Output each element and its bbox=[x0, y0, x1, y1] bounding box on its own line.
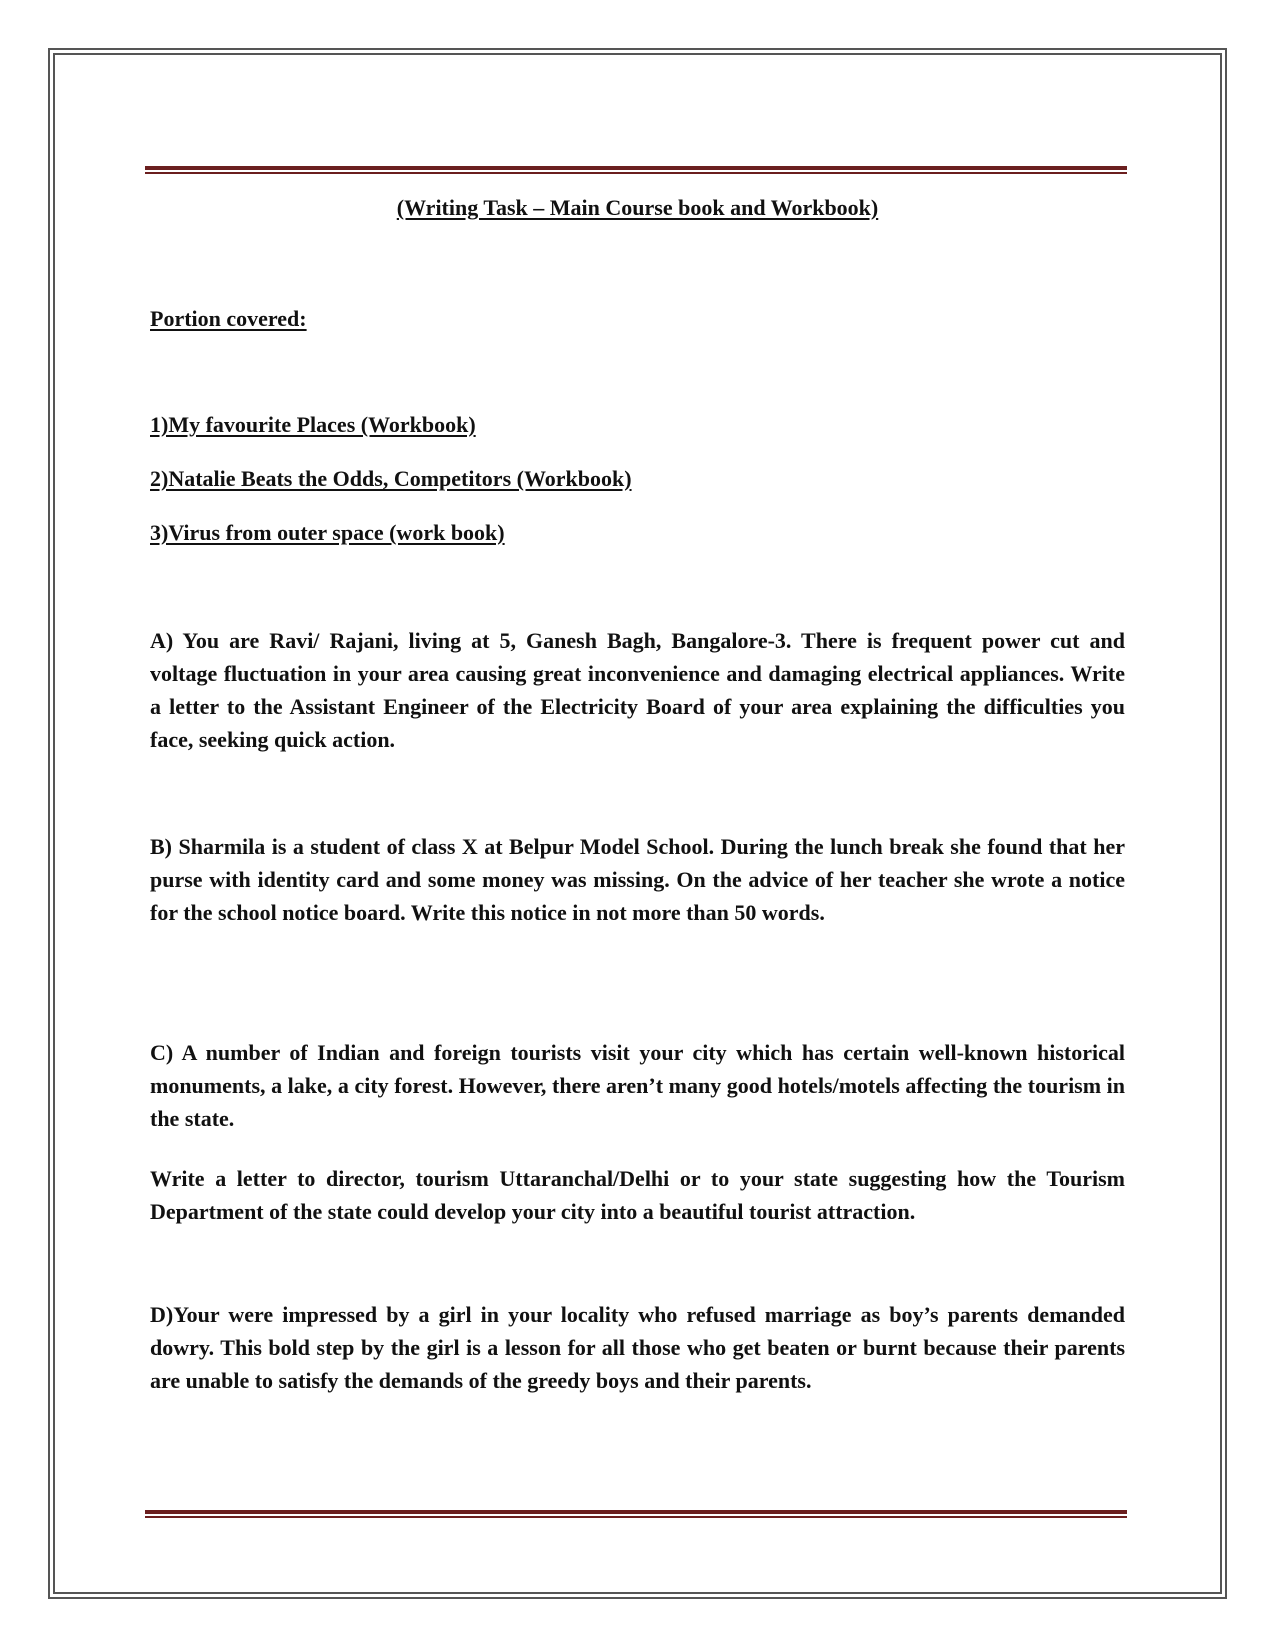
portion-heading-text: Portion covered: bbox=[150, 306, 307, 331]
portion-item-text: 2)Natalie Beats the Odds, Competitors (Workbook) bbox=[150, 466, 632, 491]
top-divider bbox=[145, 166, 1127, 174]
portion-item-text: 1)My favourite Places (Workbook) bbox=[150, 412, 476, 437]
question-b: B) Sharmila is a student of class X at Belpur Model School. During the lunch break she found that her purse with identity card and some money was missing. On the advice of her teacher she wrote a notice for the school notice board. Write this notice in not more than 50 words. bbox=[150, 834, 1125, 925]
page-title-text: (Writing Task – Main Course book and Workbook) bbox=[396, 195, 879, 220]
question-a: A) You are Ravi/ Rajani, living at 5, Ganesh Bagh, Bangalore-3. There is frequent power cut and voltage fluctuation in your area causing great inconvenience and damaging electrical appliances. Write a letter to the Assistant Engineer of the Electricity Board of your area explaining the difficulties you face, seeking quick action. bbox=[150, 628, 1125, 752]
bottom-divider-thick bbox=[145, 1510, 1127, 1514]
portion-item bbox=[150, 464, 1125, 494]
question-c-task: Write a letter to director, tourism Uttaranchal/Delhi or to your state suggesting how the Tourism Department of the state could develop your city into a beautiful tourist attraction. bbox=[150, 1166, 1125, 1224]
page-title bbox=[150, 193, 1125, 223]
portion-item-text: 3)Virus from outer space (work book) bbox=[150, 520, 505, 545]
top-divider-thin bbox=[145, 172, 1127, 174]
top-divider-thick bbox=[145, 166, 1127, 170]
bottom-divider bbox=[145, 1510, 1127, 1518]
portion-heading bbox=[150, 302, 1125, 335]
portion-item bbox=[150, 518, 1125, 548]
bottom-divider-thin bbox=[145, 1516, 1127, 1518]
question-d: D)Your were impressed by a girl in your locality who refused marriage as boy’s parents demanded dowry. This bold step by the girl is a lesson for all those who get beaten or burnt because their parents are unable to satisfy the demands of the greedy boys and their parents. bbox=[150, 1302, 1125, 1393]
portion-item bbox=[150, 410, 1125, 440]
question-c-context: C) A number of Indian and foreign tourists visit your city which has certain well-known historical monuments, a lake, a city forest. However, there aren’t many good hotels/motels affecting the tourism in the state. bbox=[150, 1040, 1125, 1131]
